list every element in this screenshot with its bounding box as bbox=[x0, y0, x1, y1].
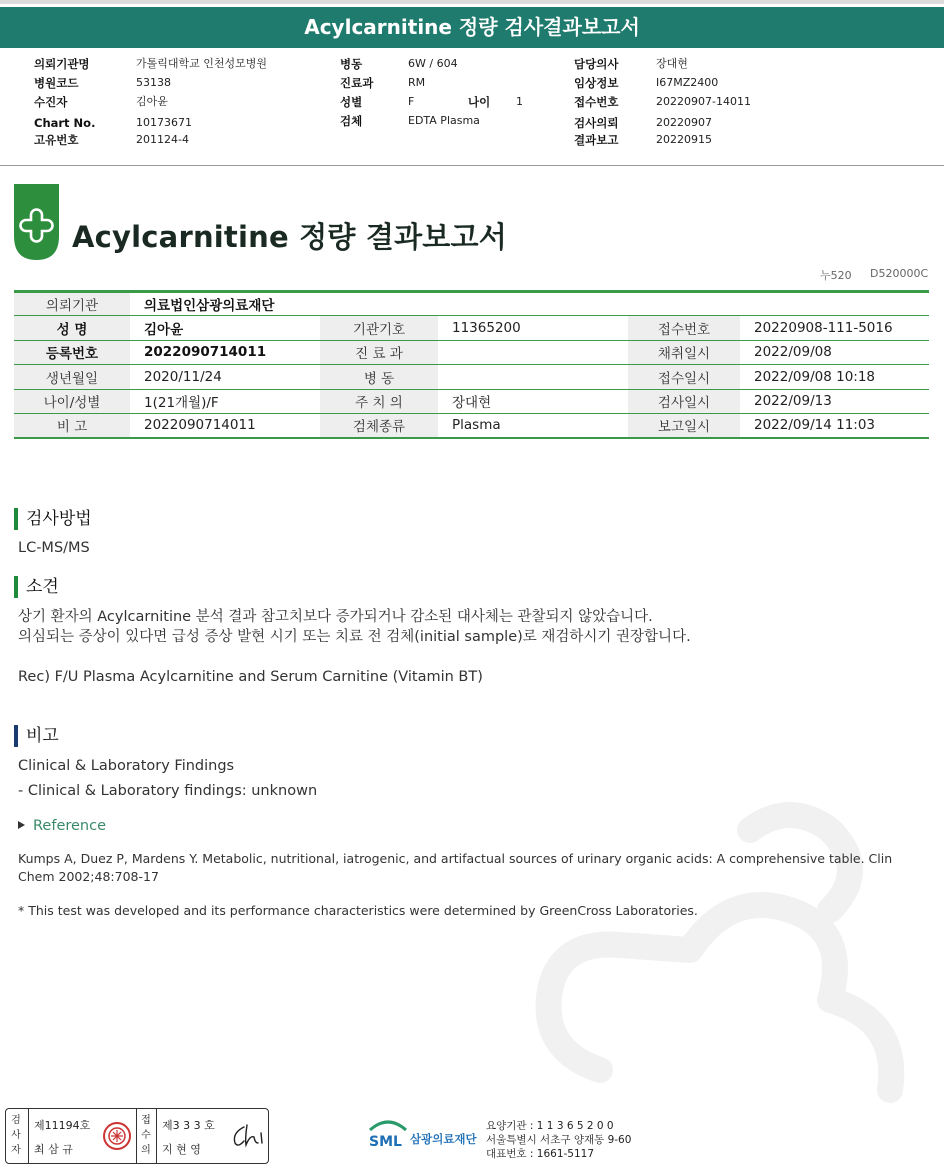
cell-value: 2022090714011 bbox=[130, 340, 320, 364]
hospital-code-value: 53138 bbox=[136, 76, 171, 89]
request-date-label: 검사의뢰 bbox=[574, 116, 619, 130]
cell-label: 기관기호 bbox=[320, 316, 438, 340]
report-date-label: 결과보고 bbox=[574, 133, 619, 147]
unique-no-value: 201124-4 bbox=[136, 133, 189, 146]
clinical-info-label: 임상정보 bbox=[574, 76, 619, 90]
department-label: 진료과 bbox=[340, 76, 374, 90]
specimen-label: 검체 bbox=[340, 114, 363, 128]
watermark-logo bbox=[430, 770, 944, 1110]
cell-value: 장대현 bbox=[438, 389, 628, 413]
cell-value bbox=[438, 365, 628, 389]
cell-value: 20220908-111-5016 bbox=[740, 316, 929, 340]
chart-no-value: 10173671 bbox=[136, 116, 192, 129]
table-row bbox=[14, 316, 929, 340]
cell-label: 접수일시 bbox=[628, 365, 740, 389]
cell-value: 2022/09/08 bbox=[740, 340, 929, 364]
age-label: 나이 bbox=[468, 95, 491, 109]
sml-logo-text: SML bbox=[369, 1134, 402, 1150]
cell-value bbox=[438, 340, 628, 364]
form-code-a: 누520 bbox=[820, 269, 852, 282]
institution-label: 의뢰기관 bbox=[14, 292, 130, 316]
section-marker bbox=[14, 725, 18, 747]
cell-label: 등록번호 bbox=[14, 340, 130, 364]
table-row bbox=[14, 413, 929, 437]
reference-text: Kumps A, Duez P, Mardens Y. Metabolic, nutritional, iatrogenic, and artifactual sources of urinary organic acids: A comprehensive table. Clin Chem 2002;48:708-17 bbox=[18, 851, 893, 884]
reference-title: Reference bbox=[33, 818, 107, 834]
cell-label: 검체종류 bbox=[320, 413, 438, 437]
cell-value: 2022090714011 bbox=[130, 413, 320, 437]
hospital-code-label: 병원코드 bbox=[34, 76, 79, 90]
cell-value: 1(21개월)/F bbox=[130, 389, 320, 413]
lab-address: 서울특별시 서초구 양재동 9-60 bbox=[486, 1134, 632, 1146]
report-date-value: 20220915 bbox=[656, 133, 712, 146]
cell-label: 진 료 과 bbox=[320, 340, 438, 364]
unique-no-label: 고유번호 bbox=[34, 133, 79, 147]
ward-label: 병동 bbox=[340, 57, 363, 71]
tester-license-no: 제11194호 bbox=[34, 1119, 91, 1132]
cell-label: 생년월일 bbox=[14, 365, 130, 389]
official-seal-icon bbox=[102, 1121, 132, 1151]
sex-value: F bbox=[408, 95, 415, 108]
cell-label: 성 명 bbox=[14, 316, 130, 340]
hospital-name-label: 의뢰기관명 bbox=[34, 57, 90, 71]
patient-info-table bbox=[14, 290, 929, 439]
request-info-header bbox=[0, 52, 944, 166]
chart-no-label: Chart No. bbox=[34, 116, 96, 130]
triangle-bullet-icon bbox=[18, 821, 25, 829]
reference-heading bbox=[18, 818, 106, 834]
remark-line-2: - Clinical & Laboratory findings: unknown bbox=[18, 783, 318, 799]
development-note: * This test was developed and its performance characteristics were determined by GreenCross Laboratories. bbox=[18, 903, 698, 918]
ward-value: 6W / 604 bbox=[408, 57, 458, 70]
age-value: 1 bbox=[516, 95, 523, 108]
divider bbox=[136, 1109, 137, 1163]
form-code-b: D520000C bbox=[870, 267, 929, 280]
department-value: RM bbox=[408, 76, 426, 89]
cell-value: 2022/09/13 bbox=[740, 389, 929, 413]
banner-title: Acylcarnitine 정량 검사결과보고서 bbox=[0, 7, 944, 48]
table-row bbox=[14, 365, 929, 389]
method-text: LC-MS/MS bbox=[18, 540, 90, 556]
table-row bbox=[14, 292, 929, 316]
lab-phone: 대표번호 : 1661-5117 bbox=[486, 1148, 595, 1160]
cell-value: 김아윤 bbox=[130, 316, 320, 340]
finding-line-2: 의심되는 증상이 있다면 급성 증상 발현 시기 또는 치료 전 검체(initial sample)로 재검하시기 권장합니다. bbox=[18, 629, 691, 645]
finding-title: 소견 bbox=[26, 577, 59, 597]
specimen-value: EDTA Plasma bbox=[408, 114, 480, 127]
cell-label: 비 고 bbox=[14, 413, 130, 437]
receipt-no-label: 접수번호 bbox=[574, 95, 619, 109]
cell-value: Plasma bbox=[438, 413, 628, 437]
institution-code: 요양기관 : 1 1 3 6 5 2 0 0 bbox=[486, 1120, 614, 1132]
confirm-name: 지 현 영 bbox=[162, 1143, 201, 1156]
institution-value: 의료법인삼광의료재단 bbox=[130, 292, 929, 316]
table-row bbox=[14, 340, 929, 364]
divider bbox=[156, 1109, 157, 1163]
lab-name: 삼광의료재단 bbox=[410, 1132, 477, 1146]
finding-recommendation: Rec) F/U Plasma Acylcarnitine and Serum Carnitine (Vitamin BT) bbox=[18, 669, 483, 685]
cell-value: 2022/09/14 11:03 bbox=[740, 413, 929, 437]
receipt-no-value: 20220907-14011 bbox=[656, 95, 751, 108]
tester-name: 최 삼 규 bbox=[34, 1143, 73, 1156]
cell-label: 병 동 bbox=[320, 365, 438, 389]
top-border bbox=[0, 0, 944, 4]
handwritten-signature bbox=[230, 1121, 266, 1151]
section-marker bbox=[14, 508, 18, 530]
remark-title: 비고 bbox=[26, 726, 59, 746]
cell-label: 접수번호 bbox=[628, 316, 740, 340]
finding-line-1: 상기 환자의 Acylcarnitine 분석 결과 참고치보다 증가되거나 감소된 대사체는 관찰되지 않았습니다. bbox=[18, 609, 653, 625]
confirm-label: 접수의 bbox=[141, 1115, 151, 1156]
request-date-value: 20220907 bbox=[656, 116, 712, 129]
tester-label: 검사자 bbox=[11, 1115, 21, 1156]
confirm-license-no: 제3 3 3 호 bbox=[162, 1119, 215, 1132]
cell-value: 11365200 bbox=[438, 316, 628, 340]
signature-box bbox=[5, 1108, 269, 1164]
cell-label: 나이/성별 bbox=[14, 389, 130, 413]
method-title: 검사방법 bbox=[26, 509, 92, 529]
cell-label: 보고일시 bbox=[628, 413, 740, 437]
cell-value: 2020/11/24 bbox=[130, 365, 320, 389]
hospital-name-value: 가톨릭대학교 인천성모병원 bbox=[136, 57, 268, 70]
table-row bbox=[14, 389, 929, 413]
doctor-value: 장대현 bbox=[656, 57, 688, 70]
divider bbox=[28, 1109, 29, 1163]
patient-value: 김아윤 bbox=[136, 95, 168, 108]
report-title: Acylcarnitine 정량 결과보고서 bbox=[72, 220, 507, 254]
section-marker bbox=[14, 576, 18, 598]
sml-logo-icon bbox=[366, 1116, 410, 1154]
cell-label: 채취일시 bbox=[628, 340, 740, 364]
cell-label: 검사일시 bbox=[628, 389, 740, 413]
report-logo-icon bbox=[14, 184, 59, 260]
doctor-label: 담당의사 bbox=[574, 57, 619, 71]
cell-label: 주 치 의 bbox=[320, 389, 438, 413]
cell-value: 2022/09/08 10:18 bbox=[740, 365, 929, 389]
sex-label: 성별 bbox=[340, 95, 363, 109]
clinical-info-value: I67MZ2400 bbox=[656, 76, 719, 89]
remark-line-1: Clinical & Laboratory Findings bbox=[18, 758, 235, 774]
patient-label: 수진자 bbox=[34, 95, 68, 109]
